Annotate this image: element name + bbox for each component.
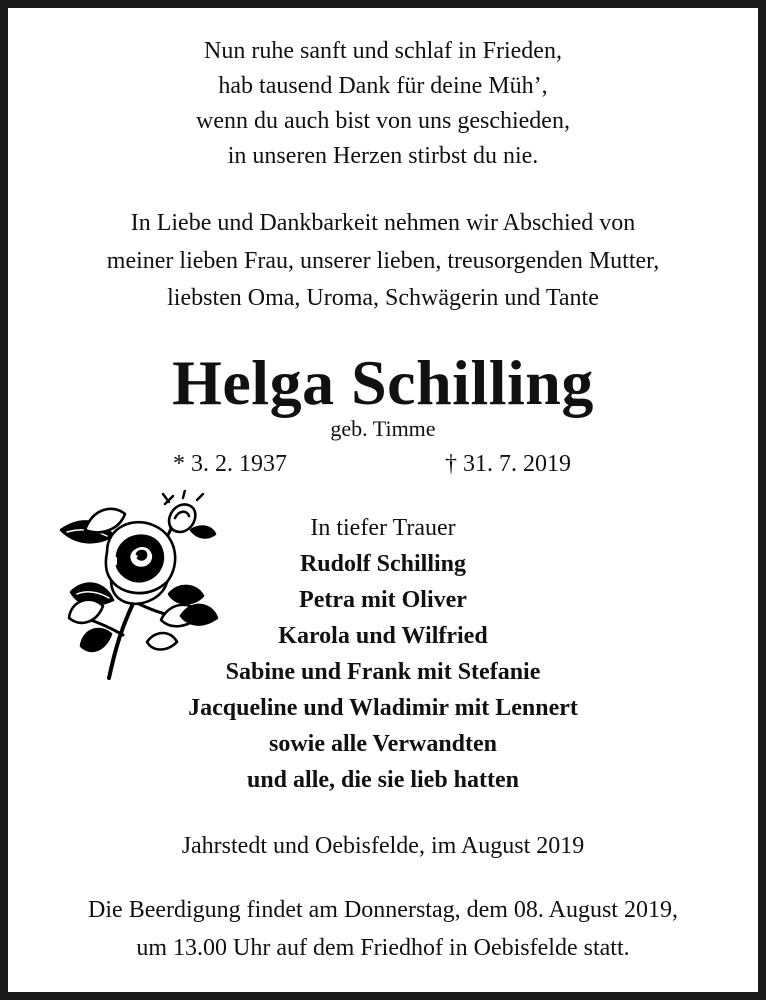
deceased-name: Helga Schilling: [172, 347, 594, 418]
intro-line: liebsten Oma, Uroma, Schwägerin und Tante: [167, 285, 599, 311]
maiden-name: geb. Timme: [330, 416, 436, 441]
mourner-name: Karola und Wilfried: [278, 623, 488, 649]
poem-line: wenn du auch bist von uns geschieden,: [196, 108, 570, 134]
intro-line: meiner lieben Frau, unserer lieben, treusorgenden Mutter,: [106, 247, 660, 274]
mourning-heading: In tiefer Trauer: [310, 515, 456, 541]
mourner-name: Jacqueline und Wladimir mit Lennert: [188, 695, 578, 721]
funeral-details: [8, 891, 758, 967]
poem-line: in unseren Herzen stirbst du nie.: [227, 143, 539, 169]
funeral-line: Die Beerdigung findet am Donnerstag, dem 08. August 2019,: [88, 897, 678, 923]
funeral-line: um 13.00 Uhr auf dem Friedhof in Oebisfelde statt.: [136, 935, 630, 961]
death-date: † 31. 7. 2019: [445, 451, 571, 477]
mourner-name: Petra mit Oliver: [299, 587, 467, 613]
place-and-date: Jahrstedt und Oebisfelde, im August 2019: [181, 833, 585, 859]
mourner-name: Rudolf Schilling: [299, 551, 467, 577]
mourners-list: [8, 510, 758, 798]
obituary-notice: [8, 8, 758, 992]
mourner-name: und alle, die sie lieb hatten: [246, 767, 520, 793]
mourner-name: sowie alle Verwandten: [269, 731, 497, 757]
poem-line: hab tausend Dank für deine Müh’,: [218, 73, 548, 99]
birth-date: * 3. 2. 1937: [173, 451, 287, 477]
farewell-intro: [8, 205, 758, 318]
intro-line: In Liebe und Dankbarkeit nehmen wir Abschied von: [130, 210, 636, 236]
mourner-name: Sabine und Frank mit Stefanie: [225, 659, 541, 685]
memorial-poem: [8, 34, 758, 174]
poem-line: Nun ruhe sanft und schlaf in Frieden,: [204, 38, 562, 64]
